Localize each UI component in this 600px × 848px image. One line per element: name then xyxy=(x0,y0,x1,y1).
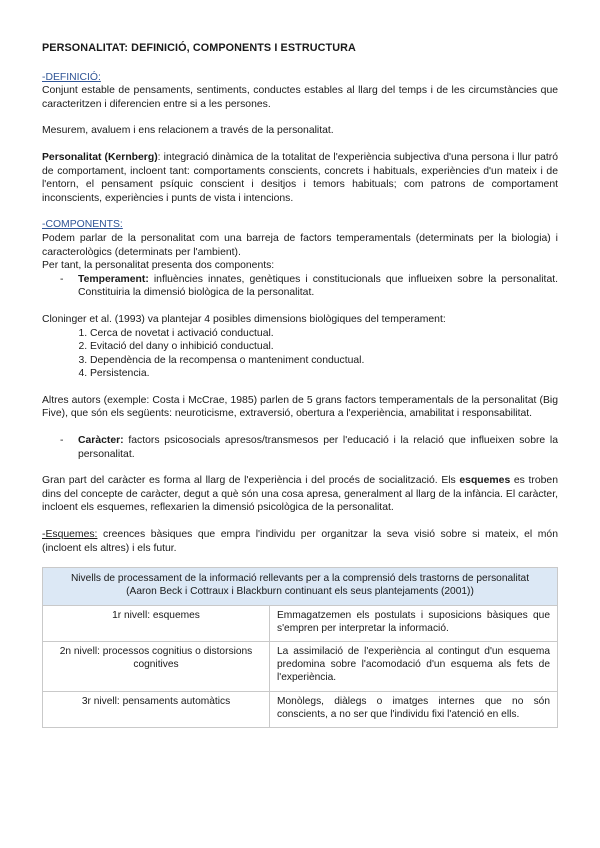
list-item: 2. Evitació del dany o inhibició conductual. xyxy=(90,340,558,354)
esquemes-term: -Esquemes: xyxy=(42,529,98,541)
kernberg-term: Personalitat (Kernberg) xyxy=(42,151,158,163)
definicio-heading: -DEFINICIÓ: xyxy=(42,71,101,83)
gran-part-text-a: Gran part del caràcter es forma al llarg de l'experiència i del procés de socialització. Els xyxy=(42,475,460,487)
kernberg-paragraph xyxy=(42,151,558,205)
table-cell-level: 3r nivell: pensaments automàtics xyxy=(43,691,270,728)
components-intro: Podem parlar de la personalitat com una barreja de factors temperamentals (determinats per la biologia) i caracterològics (determinats per l'ambient). xyxy=(42,232,558,258)
processing-levels-table xyxy=(42,567,558,728)
table-cell-desc: Monòlegs, diàlegs o imatges internes que no són conscients, a no ser que l'individu fixi l'atenció en ells. xyxy=(270,691,558,728)
mesurem-text: Mesurem, avaluem i ens relacionem a través de la personalitat. xyxy=(42,125,334,137)
cloninger-text: Cloninger et al. (1993) va plantejar 4 posibles dimensions biològiques del temperament: xyxy=(42,313,446,325)
document-title: PERSONALITAT: DEFINICIÓ, COMPONENTS I ESTRUCTURA xyxy=(42,42,356,54)
esquemes-text: creences bàsiques que empra l'individu per organitzar la seva visió sobre si mateix, el món (incloent els altres) i els futur. xyxy=(42,529,558,554)
bullet-dash: - xyxy=(60,273,64,285)
table-cell-desc: La assimilació de l'experiència al contingut d'un esquema predomina sobre l'acomodació d'un esquema als fets de l'experiència. xyxy=(270,642,558,691)
altres-text: Altres autors (exemple: Costa i McCrae, 1985) parlen de 5 grans factors temperamentals de la personalitat (Big Five), que són els següents: neuroticisme, extraversió, obertura a l'experiència, amabilitat i responsabilitat. xyxy=(42,394,558,420)
table-header xyxy=(43,568,558,606)
esquemes-paragraph xyxy=(42,528,558,555)
temperament-text: influències innates, genètiques i constitucionals que influeixen sobre la personalitat. Constituiria la dimensió biològica de la personalitat. xyxy=(78,273,558,299)
table-cell-desc: Emmagatzemen els postulats i suposicions bàsiques que s'empren per interpretar la informació. xyxy=(270,605,558,642)
dimensions-list xyxy=(42,327,558,381)
kernberg-text: : integració dinàmica de la totalitat de l'experiència subjectiva d'una persona i llur patró de comportament, incloent tant: comportaments conscients, concrets i habituals, experiències d'un mateix i de l'entorn, el pensament psíquic conscient i desitjos i temors habituals; com patrons de comportament inconscients, experiències i punts de vista i intencions. xyxy=(42,151,558,204)
caracter-bullet xyxy=(60,434,558,461)
gran-part-text-b: es troben dins del concepte de caràcter, degut a què són una cosa apresa, generalment al llarg de la infància. El caràcter, incloent els esquemes, reflexarien la dimensió psicològica de la personalitat. xyxy=(42,475,558,514)
table-cell-level: 1r nivell: esquemes xyxy=(43,605,270,642)
gran-part-paragraph xyxy=(42,474,558,515)
caracter-text: factors psicosocials apresos/transmesos per l'educació i la relació que influeixen sobre la personalitat. xyxy=(78,435,558,460)
components-heading: -COMPONENTS: xyxy=(42,219,123,231)
esquemes-bold: esquemes xyxy=(459,475,511,487)
temperament-bullet xyxy=(60,273,558,300)
table-row xyxy=(43,691,558,728)
list-item: 4. Persistencia. xyxy=(90,367,558,381)
caracter-term: Caràcter: xyxy=(78,435,124,447)
list-item: 3. Dependència de la recompensa o manteniment conductual. xyxy=(90,354,558,368)
bullet-dash: - xyxy=(60,435,64,447)
table-cell-level: 2n nivell: processos cognitius o distorsions cognitives xyxy=(43,642,270,691)
definicio-text: Conjunt estable de pensaments, sentiments, conductes estables al llarg del temps i de les circumstàncies que caracteritzen i diferencien entre si a les persones. xyxy=(42,85,558,110)
temperament-term: Temperament: xyxy=(78,273,149,285)
list-item: 1. Cerca de novetat i activació conductual. xyxy=(90,327,558,341)
table-row xyxy=(43,605,558,642)
table-header-line1: Nivells de processament de la informació rellevants per a la comprensió dels trastorns de personalitat xyxy=(70,573,530,585)
components-per-tant: Per tant, la personalitat presenta dos components: xyxy=(42,260,275,272)
table-header-line2: (Aaron Beck i Cottraux i Blackburn continuant els seus plantejaments (2001)) xyxy=(126,586,474,598)
table-row xyxy=(43,642,558,691)
